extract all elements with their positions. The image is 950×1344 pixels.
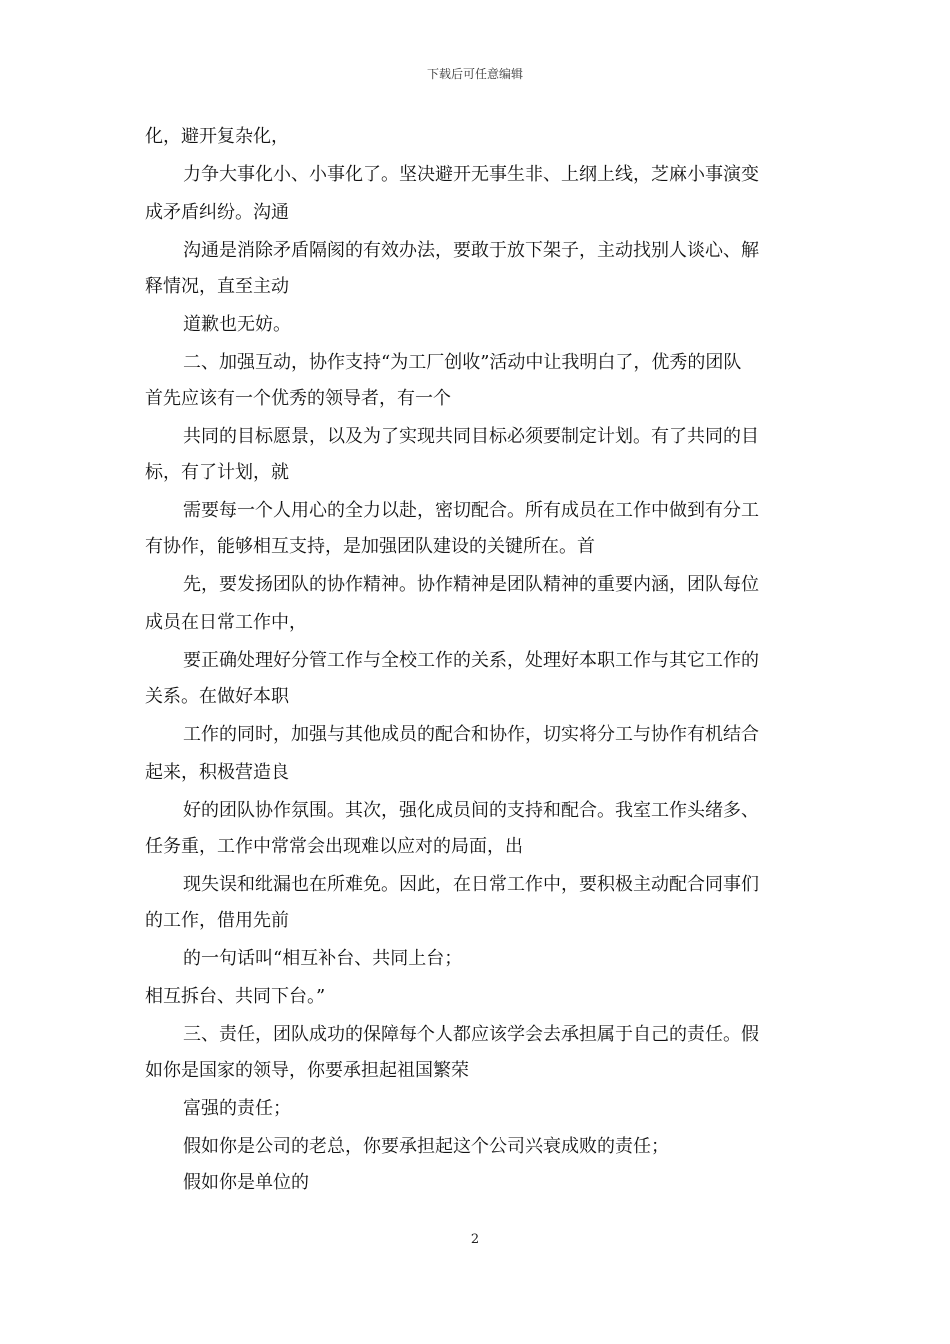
page-header: 下载后可任意编辑 xyxy=(426,67,523,81)
text-line: 首先应该有一个优秀的领导者，有一个 xyxy=(145,388,451,409)
text-line: 释情况，直至主动 xyxy=(145,276,289,297)
text-line: 三、责任，团队成功的保障每个人都应该学会去承担属于自己的责任。假 xyxy=(183,1024,759,1045)
text-line: 的工作，借用先前 xyxy=(145,910,289,931)
text-line: 工作的同时，加强与其他成员的配合和协作，切实将分工与协作有机结合 xyxy=(183,724,759,745)
text-line: 富强的责任； xyxy=(183,1098,291,1119)
text-line: 先，要发扬团队的协作精神。协作精神是团队精神的重要内涵，团队每位 xyxy=(183,574,759,595)
text-line: 力争大事化小、小事化了。坚决避开无事生非、上纲上线，芝麻小事演变 xyxy=(183,164,759,185)
text-line: 关系。在做好本职 xyxy=(145,686,289,707)
text-line: 现失误和纰漏也在所难免。因此，在日常工作中，要积极主动配合同事们 xyxy=(183,874,759,895)
text-line: 起来，积极营造良 xyxy=(145,762,289,783)
text-line: 假如你是单位的 xyxy=(183,1172,309,1193)
text-line: 标，有了计划，就 xyxy=(145,462,289,483)
text-line: 相互拆台、共同下台。” xyxy=(145,986,326,1007)
text-line: 道歉也无妨。 xyxy=(183,314,291,335)
text-line: 有协作，能够相互支持，是加强团队建设的关键所在。首 xyxy=(145,536,595,557)
text-line: 共同的目标愿景，以及为了实现共同目标必须要制定计划。有了共同的目 xyxy=(183,426,759,447)
text-line: 的一句话叫“相互补台、共同上台； xyxy=(183,948,463,969)
text-line: 沟通是消除矛盾隔阂的有效办法，要敢于放下架子，主动找别人谈心、解 xyxy=(183,240,759,261)
text-line: 任务重，工作中常常会出现难以应对的局面，出 xyxy=(145,836,523,857)
text-line: 二、加强互动，协作支持“为工厂创收”活动中让我明白了，优秀的团队 xyxy=(183,352,742,373)
text-line: 要正确处理好分管工作与全校工作的关系，处理好本职工作与其它工作的 xyxy=(183,650,759,671)
text-line: 好的团队协作氛围。其次，强化成员间的支持和配合。我室工作头绪多、 xyxy=(183,800,759,821)
text-line: 成员在日常工作中， xyxy=(145,612,307,633)
text-line: 化，避开复杂化， xyxy=(145,126,289,147)
text-line: 如你是国家的领导，你要承担起祖国繁荣 xyxy=(145,1060,469,1081)
text-line: 需要每一个人用心的全力以赴，密切配合。所有成员在工作中做到有分工 xyxy=(183,500,759,521)
page-number: 2 xyxy=(470,1232,480,1247)
text-line: 假如你是公司的老总，你要承担起这个公司兴衰成败的责任； xyxy=(183,1136,669,1157)
text-line: 成矛盾纠纷。沟通 xyxy=(145,202,289,223)
